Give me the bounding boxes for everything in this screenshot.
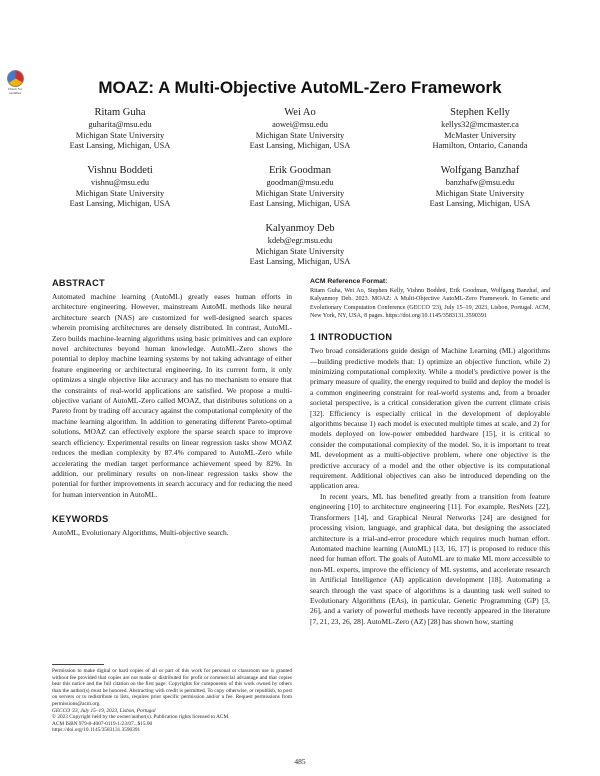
- author-name: Wei Ao: [284, 107, 316, 118]
- right-column: [310, 278, 550, 627]
- abstract-paragraph: Automated machine learning (AutoML) greatly eases human efforts in architecture engineering. However, mainstream AutoML methods like neural architecture search (NAS) are customized for well-designed search spaces wherein promising architectures are densely distributed. In contrast, AutoML-Zero builds machine-learning algorithms using basic primitives and can explore novel architectures beyond human knowledge. AutoML-Zero shows the potential to deploy machine learning systems by not taking advantage of either feature engineering or architectural engineering. In its current form, it only optimizes a single objective like accuracy and has no mechanism to ensure that the constraints of real-world applications are satisfied. We propose a multi-objective variant of AutoML-Zero called MOAZ, that distributes solutions on a Pareto front by trading off accuracy against the computational complexity of the machine learning algorithm. In addition to generating different Pareto-optimal solutions, MOAZ can effectively explore the sparse search space to improve search efficiency. Experimental results on linear regression tasks show MOAZ reduces the median complexity by 87.4% compared to AutoML-Zero while accelerating the median target performance achievement speed by 82%. In addition, our preliminary results on non-linear regression tasks show the potential for further improvements in search accuracy and for reducing the need for human intervention in AutoML.: [52, 292, 292, 499]
- introduction-text: [310, 346, 550, 627]
- reference-format-text: Ritam Guha, Wei Ao, Stephen Kelly, Vishnu Boddeti, Erik Goodman, Wolfgang Banzhaf, and Kalyanmoy Deb. 2023. MOAZ: A Multi-Objective AutoML-Zero Framework. In Genetic and Evolutionary Computation Conference (GECCO '23), July 15–19, 2023, Lisbon, Portugal. ACM, New York, NY, USA, 8 pages. https://doi.org/10.1145/3583131.3590391: [310, 288, 550, 319]
- author-name: Vishnu Boddeti: [87, 165, 153, 176]
- reference-format-heading: ACM Reference Format:: [310, 278, 388, 285]
- introduction-heading: 1 INTRODUCTION: [310, 332, 393, 343]
- author-email: kdeb@egr.msu.edu: [267, 236, 333, 245]
- author-email: banzhafw@msu.edu: [445, 178, 515, 187]
- author-location: East Lansing, Michigan, USA: [249, 257, 351, 266]
- author-location: East Lansing, Michigan, USA: [249, 141, 351, 150]
- author-name: Erik Goodman: [268, 165, 332, 176]
- author-location: East Lansing, Michigan, USA: [69, 199, 171, 208]
- author-email: vishnu@msu.edu: [90, 178, 150, 187]
- badge-label: Check for updates: [7, 87, 23, 95]
- intro-paragraph: Two broad considerations guide design of Machine Learning (ML) algorithms—building predictive models that: 1) optimize an objective function, while 2) minimizing computational complexity. While a model's predictive power is the primary measure of quality, the energy required to build and deploy the model is a common engineering constraint for real-world systems and, from a broader societal perspective, is a critical consideration given the current climate crisis [32]. Efficiency is especially critical in the development of deployable algorithms because 1) each model is executed multiple times at scale, and 2) for models deployed on low-power embedded hardware [15], it is critical to consider the computational complexity of the model. So, it is important to treat ML development as a multi-objective problem, where one objective is the predictive accuracy of a model and the other objective is its computational requirement. Additional objectives can also be introduced depending on the application area.: [310, 346, 550, 491]
- author-location: East Lansing, Michigan, USA: [249, 199, 351, 208]
- abstract-heading: ABSTRACT: [52, 278, 105, 288]
- author-affiliation: Michigan State University: [75, 188, 165, 198]
- author-card: [30, 106, 210, 152]
- author-name: Stephen Kelly: [450, 107, 510, 118]
- keywords-text: AutoML, Evolutionary Algorithms, Multi-objective search.: [52, 528, 229, 538]
- copyright-line: © 2023 Copyright held by the owner/author(s). Publication rights licensed to ACM.: [52, 714, 230, 721]
- author-card: [390, 106, 570, 152]
- author-name: Kalyanmoy Deb: [265, 223, 335, 234]
- author-affiliation: McMaster University: [444, 130, 516, 140]
- keywords-heading: KEYWORDS: [52, 514, 109, 525]
- author-affiliation: Michigan State University: [435, 188, 525, 198]
- conference-line: GECCO '23, July 15–19, 2023, Lisbon, Portugal: [52, 707, 156, 714]
- author-card: [390, 164, 570, 210]
- intro-paragraph: In recent years, ML has benefited greatly from a transition from feature engineering [10] to architecture engineering [11]. For example, ResNets [22], Transformers [14], and Graphical Neural Networks [24] are designed for processing vision, language, and graphical data, but designing the associated architecture is a trial-and-error procedure which requires much human effort. Automated machine learning (AutoML) [13, 16, 17] is proposed to reduce this need for human effort. The goals of AutoML are to make ML more accessible to non-ML experts, improve the efficiency of ML systems, and accelerate research in Artificial Intelligence (AI) application development [18]. Automating a search through the vast space of algorithms is a daunting task well suited to Evolutionary Algorithms (EAs), in particular, Genetic Programming (GP) [3, 26], and a variety of powerful methods have recently appeared in the literature [7, 21, 23, 26, 28]. AutoML-Zero (AZ) [28] has shown how, starting: [310, 491, 550, 626]
- author-card: [210, 106, 390, 152]
- paper-title: MOAZ: A Multi-Objective AutoML-Zero Framework: [98, 78, 502, 97]
- author-affiliation: Michigan State University: [255, 130, 345, 140]
- author-location: East Lansing, Michigan, USA: [69, 141, 171, 150]
- author-location: Hamilton, Ontario, Cananda: [432, 141, 528, 150]
- author-email: guharita@msu.edu: [88, 120, 152, 129]
- isbn-line: ACM ISBN 979-8-4007-0119-1/23/07...$15.00: [52, 720, 153, 727]
- author-email: aowei@msu.edu: [272, 120, 328, 129]
- author-email: kellys32@mcmaster.ca: [441, 120, 519, 129]
- footnote-rule: [52, 664, 104, 665]
- author-name: Ritam Guha: [94, 107, 146, 118]
- permission-notice: Permission to make digital or hard copies of all or part of this work for personal or classroom use is granted without fee provided that copies are not made or distributed for profit or commercial advantage and that copies bear this notice and the full citation on the first page. Copyrights for components of this work owned by others than the author(s) must be honored. Abstracting with credit is permitted. To copy otherwise, or republish, to post on servers or to redistribute to lists, requires prior specific permission and/or a fee. Request permissions from permissions@acm.org.: [52, 668, 292, 707]
- author-card: [30, 164, 210, 210]
- author-affiliation: Michigan State University: [255, 188, 345, 198]
- author-card: [210, 222, 390, 268]
- author-affiliation: Michigan State University: [255, 246, 345, 256]
- author-name: Wolfgang Banzhaf: [440, 165, 520, 176]
- author-affiliation: Michigan State University: [75, 130, 165, 140]
- doi-link[interactable]: https://doi.org/10.1145/3583131.3590391: [52, 727, 141, 734]
- permission-block: [52, 664, 292, 734]
- author-email: goodman@msu.edu: [266, 178, 334, 187]
- author-location: East Lansing, Michigan, USA: [429, 199, 531, 208]
- abstract-text: [52, 292, 292, 500]
- author-card: [210, 164, 390, 210]
- page-number: 485: [294, 757, 306, 766]
- left-column: [52, 278, 292, 539]
